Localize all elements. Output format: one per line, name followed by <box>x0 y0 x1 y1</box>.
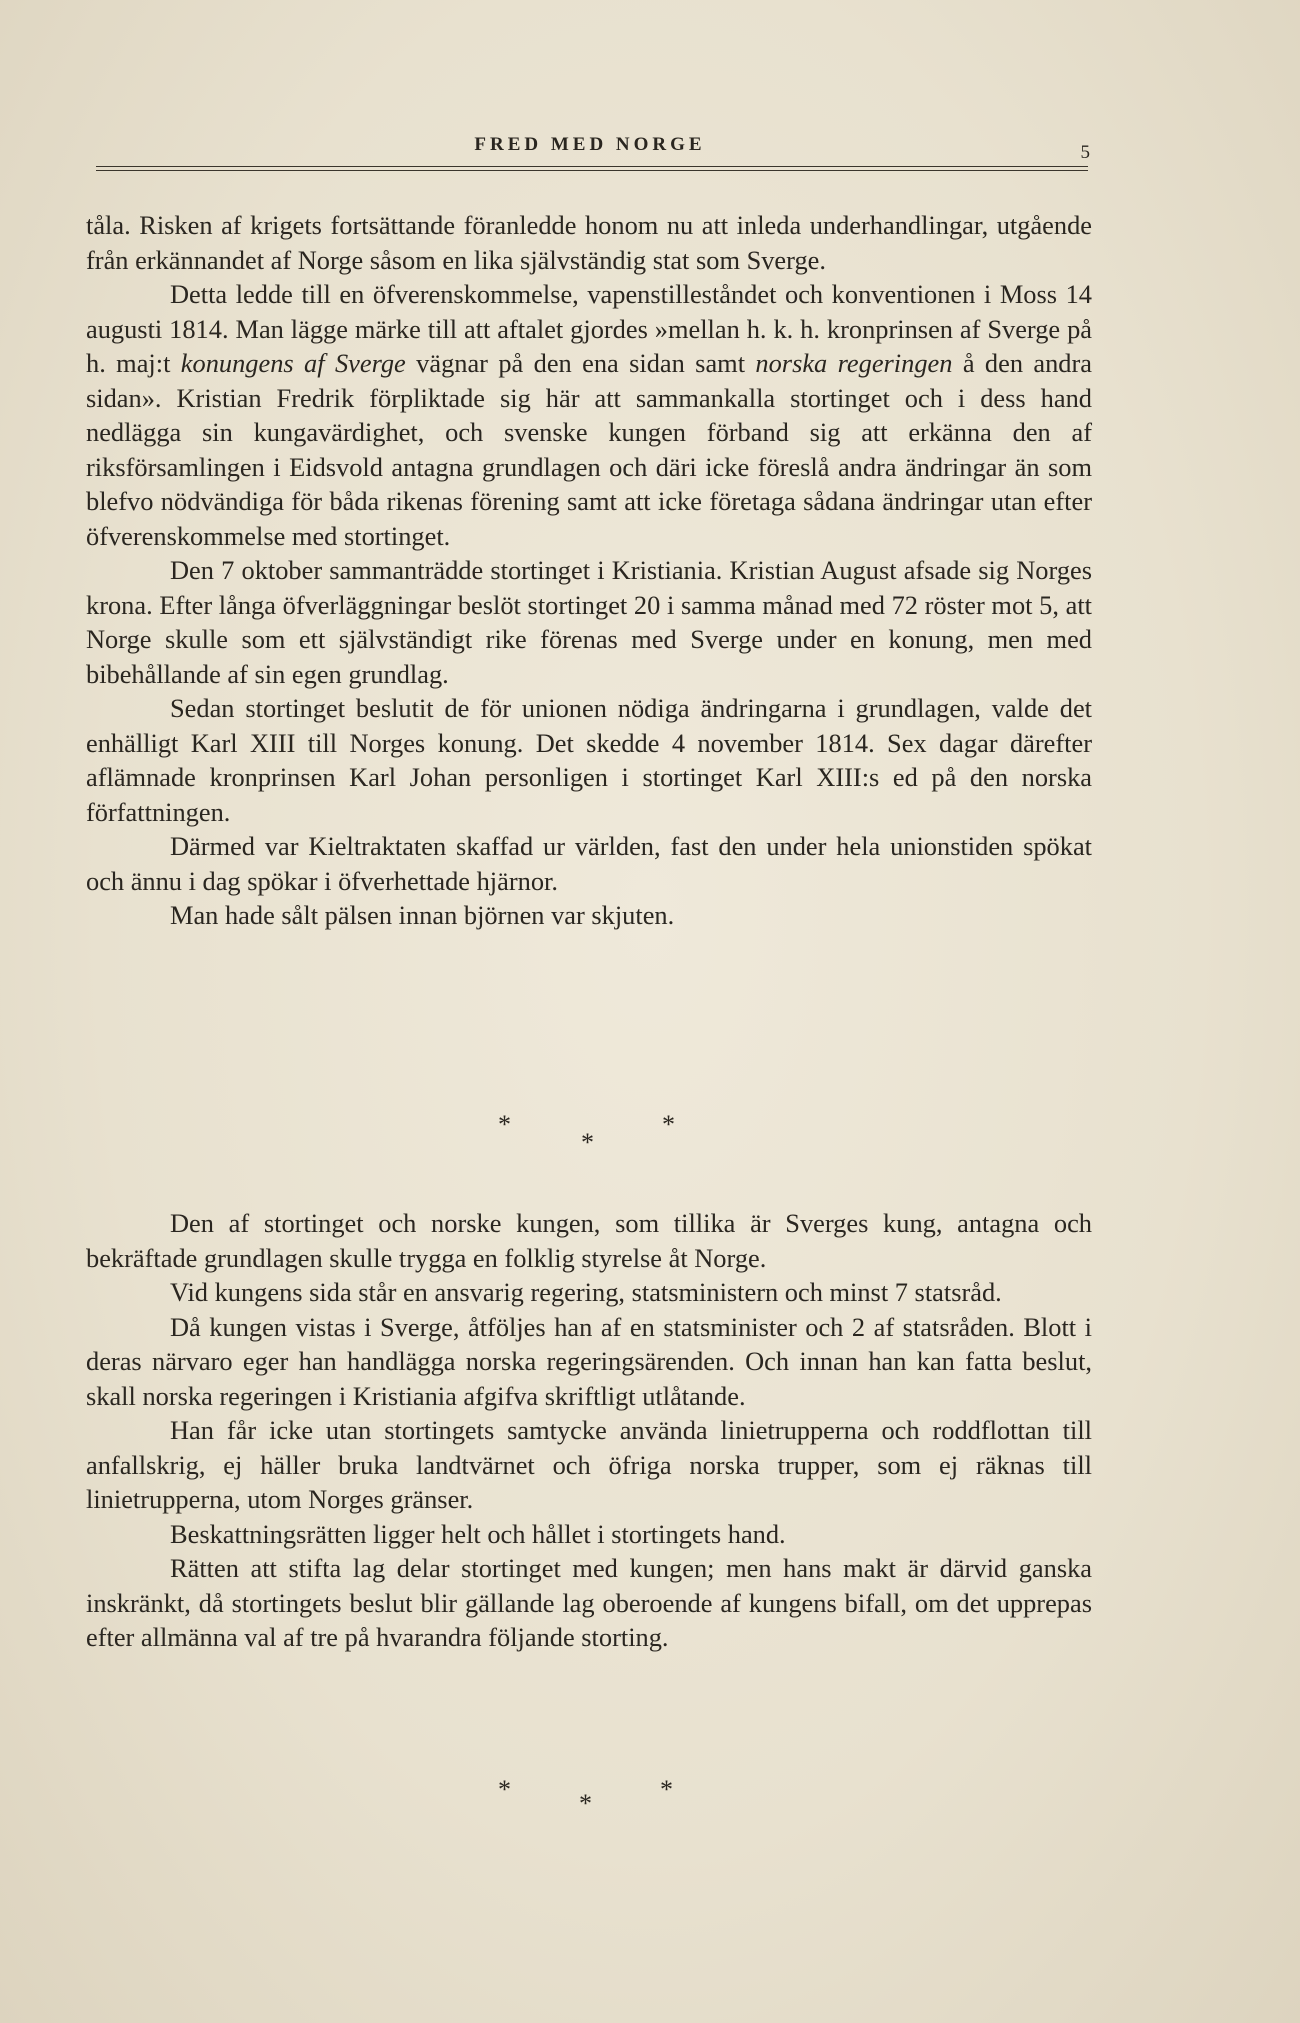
paragraph: Han får icke utan stortingets samtycke använda linietrupperna och roddflottan till anfallskrig, ej häller bruka landtvärnet och öfriga norska trupper, som ej räknas till linietrupperna, utom Norges gränser. <box>86 1415 1092 1514</box>
paragraph-text: å den andra sidan». Kristian Fredrik förpliktade sig här att sammankalla stortinget och i dess hand nedlägga sin kungavärdighet, och svenske kungen förband sig att erkänna den af riksförsamlingen i Eidsvold antagna grundlagen och däri icke föreslå andra ändringar än som blefvo nödvändiga för båda rikenas förening samt att icke företaga sådana ändringar utan efter öfverenskommelse med stortinget. <box>86 348 1092 551</box>
asterisk: * <box>662 1110 675 1139</box>
asterisk: * <box>660 1775 673 1804</box>
paragraph: Beskattningsrätten ligger helt och hållet i stortingets hand. <box>170 1518 786 1549</box>
paragraph-text: Detta ledde till en öfverenskommelse, vapenstilleståndet och konventionen i Moss 14 augusti 1814. Man lägge märke till att aftalet gjordes »mellan h. k. h. kronprinsen af Sverge på h. maj:t <box>86 279 1092 378</box>
paragraph: Den 7 oktober sammanträdde stortinget i Kristiania. Kristian August afsade sig Norges krona. Efter långa öfverläggningar beslöt stortinget 20 i samma månad med 72 röster mot 5, att Norge skulle som ett självständigt rike förenas med Sverge under en konung, men med bibehållande af sin egen grundlag. <box>86 555 1092 689</box>
paragraph: Då kungen vistas i Sverge, åtföljes han af en statsminister och 2 af statsråden. Blott i deras närvaro eger han handlägga norska regeringsärenden. Och innan han kan fatta beslut, skall norska regeringen i Kristiania afgifva skriftligt utlåtande. <box>86 1311 1092 1411</box>
paragraph: Man hade sålt pälsen innan björnen var skjuten. <box>170 900 675 930</box>
asterisk: * <box>498 1110 511 1139</box>
italic-phrase: konungens af Sverge <box>180 348 406 378</box>
italic-phrase: norska regeringen <box>755 348 953 378</box>
asterisk: * <box>579 1789 592 1818</box>
paragraph: Vid kungens sida står en ansvarig regering, statsministern och minst 7 statsråd. <box>170 1277 1002 1307</box>
asterisk: * <box>498 1775 511 1804</box>
paragraph: Sedan stortinget beslutit de för unionen nödiga ändringarna i grundlagen, valde det enhälligt Karl XIII till Norges konung. Det skedde 4 november 1814. Sex dagar därefter aflämnade kronprinsen Karl Johan personligen i stortinget Karl XIII:s ed på den norska författningen. <box>86 693 1092 827</box>
asterisk: * <box>581 1128 594 1157</box>
text-section-2 <box>86 1206 1092 1655</box>
page-number: 5 <box>1080 142 1090 163</box>
paragraph: Därmed var Kieltraktaten skaffad ur världen, fast den under hela unionstiden spökat och ännu i dag spökar i öfverhettade hjärnor. <box>86 831 1092 896</box>
section-divider-asterism <box>0 1775 1300 1825</box>
header-title: FRED MED NORGE <box>474 134 706 155</box>
running-header <box>90 134 1090 164</box>
paragraph <box>86 277 1092 553</box>
section-divider-asterism <box>0 1110 1300 1160</box>
text-section-1 <box>86 208 1092 933</box>
header-rule <box>96 166 1088 171</box>
paragraph: Rätten att stifta lag delar stortinget med kungen; men hans makt är därvid ganska inskränkt, då stortingets beslut blir gällande lag oberoende af kungens bifall, om det upprepas efter allmänna val af tre på hvarandra följande storting. <box>86 1553 1092 1652</box>
paragraph: Den af stortinget och norske kungen, som tillika är Sverges kung, antagna och bekräftade grundlagen skulle trygga en folklig styrelse åt Norge. <box>86 1208 1092 1273</box>
paragraph-text: vägnar på den ena sidan samt <box>405 348 756 378</box>
paragraph: tåla. Risken af krigets fortsättande föranledde honom nu att inleda underhandlingar, utgående från erkännandet af Norge såsom en lika självständig stat som Sverge. <box>86 210 1092 275</box>
